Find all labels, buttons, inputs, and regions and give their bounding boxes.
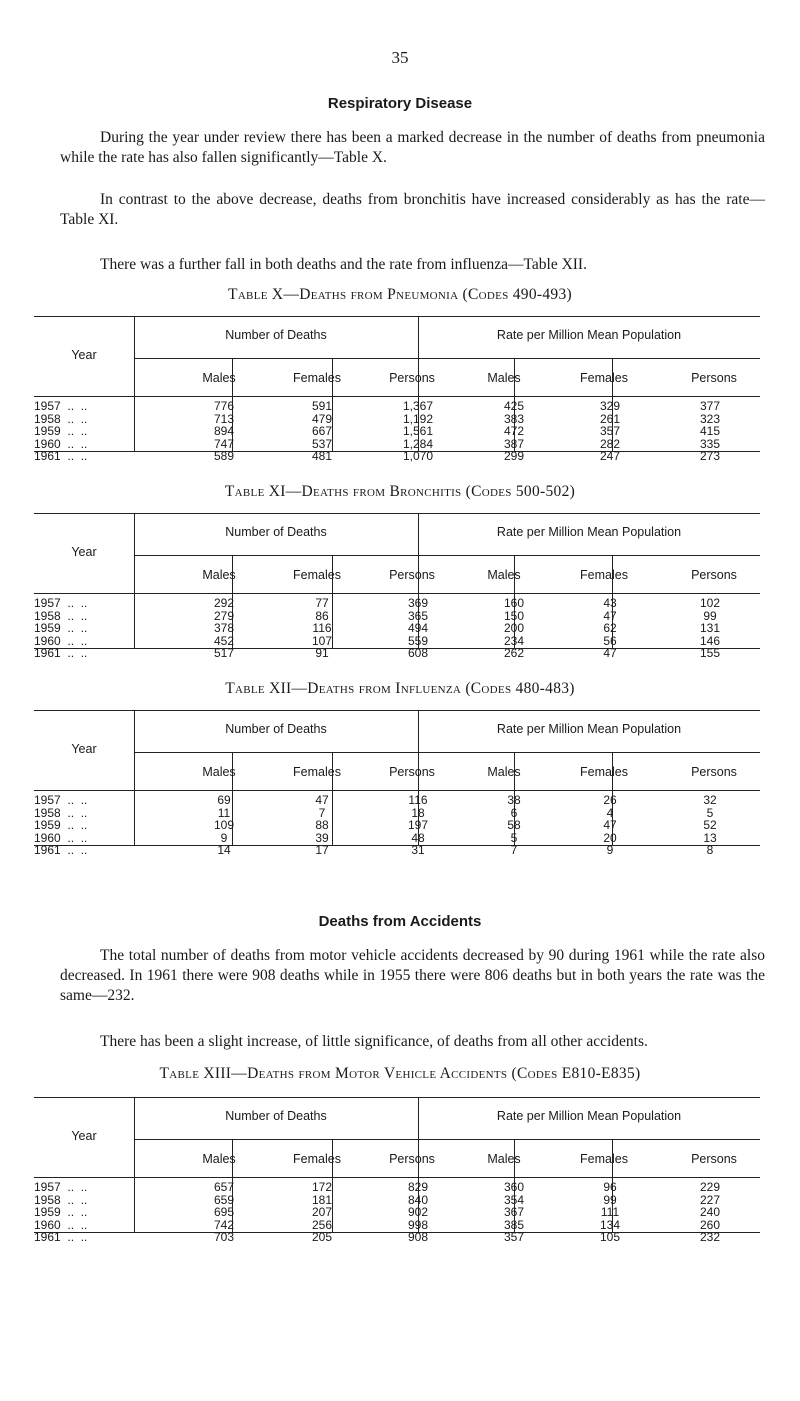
group-header-rate: Rate per Million Mean Population	[496, 722, 682, 736]
leader-dots: .. ..	[60, 608, 88, 623]
table-row	[34, 621, 760, 634]
leader-dots: .. ..	[60, 633, 88, 648]
year-value: 1959	[34, 424, 61, 438]
cell-np: 902	[407, 1205, 429, 1219]
cell-nf: 116	[312, 621, 332, 635]
leader-dots: .. ..	[60, 424, 88, 438]
cell-nf: 86	[315, 608, 329, 623]
table-rule	[34, 1097, 760, 1098]
year-value: 1961	[34, 843, 61, 857]
cell-nf: 172	[311, 1180, 333, 1194]
leader-dots: .. ..	[60, 830, 88, 845]
cell-rm: 367	[503, 1205, 525, 1219]
column-header-persons: Persons	[691, 371, 737, 385]
leader-dots: .. ..	[60, 805, 88, 820]
cell-nm: 747	[213, 436, 235, 451]
table-row	[34, 1193, 760, 1206]
cell-rp: 155	[699, 646, 721, 660]
cell-rm: 6	[510, 805, 518, 820]
table-rule	[34, 1177, 760, 1178]
cell-nm: 589	[213, 449, 235, 463]
cell-rp: 232	[699, 1230, 721, 1244]
cell-nm: 9	[220, 830, 228, 845]
table-caption: Table XI—Deaths from Bronchitis (Codes 500-502)	[224, 483, 576, 500]
cell-nm: 378	[213, 621, 235, 635]
leader-dots: .. ..	[60, 1217, 88, 1232]
cell-rf: 282	[599, 436, 621, 451]
year-cell	[34, 1230, 124, 1244]
year-cell	[34, 843, 124, 857]
paragraph: There was a further fall in both deaths and the rate from influenza—Table XII.	[100, 256, 587, 273]
cell-nm: 292	[213, 596, 235, 610]
column-header-persons: Persons	[691, 568, 737, 582]
year-value: 1961	[34, 646, 61, 660]
cell-nm: 279	[213, 608, 235, 623]
cell-np: 840	[407, 1192, 429, 1207]
column-header-males: Males	[202, 568, 236, 582]
year-value: 1959	[34, 818, 61, 832]
column-header-year: Year	[71, 1129, 97, 1143]
cell-rm: 360	[503, 1180, 525, 1194]
column-header-males: Males	[202, 765, 236, 779]
cell-rf: 105	[599, 1230, 621, 1244]
cell-nf: 205	[311, 1230, 333, 1244]
cell-rf: 261	[599, 411, 621, 426]
cell-rp: 415	[699, 424, 721, 438]
cell-rf: 4	[606, 805, 614, 820]
cell-np: 829	[407, 1180, 429, 1194]
cell-nm: 703	[213, 1230, 235, 1244]
cell-rf: 247	[599, 449, 621, 463]
leader-dots: .. ..	[60, 449, 88, 463]
cell-rf: 47	[603, 608, 617, 623]
cell-rf: 9	[606, 843, 614, 857]
table-row	[34, 609, 760, 622]
cell-rm: 472	[503, 424, 525, 438]
group-header-rate: Rate per Million Mean Population	[496, 328, 682, 342]
cell-nm: 659	[213, 1192, 235, 1207]
table-row	[34, 634, 760, 647]
leader-dots: .. ..	[60, 436, 88, 451]
year-cell	[34, 449, 124, 463]
table-row	[34, 1218, 760, 1231]
data-table	[34, 513, 760, 660]
leader-dots: .. ..	[60, 646, 88, 660]
year-value: 1958	[34, 805, 61, 820]
cell-rm: 7	[510, 843, 518, 857]
cell-rm: 387	[503, 436, 525, 451]
cell-rm: 354	[503, 1192, 525, 1207]
cell-rp: 146	[699, 633, 721, 648]
cell-nf: 256	[311, 1217, 333, 1232]
cell-np: 369	[407, 596, 429, 610]
table-caption: Table X—Deaths from Pneumonia (Codes 490-493)	[228, 286, 572, 303]
cell-nf: 537	[311, 436, 333, 451]
column-header-persons: Persons	[389, 371, 435, 385]
leader-dots: .. ..	[60, 399, 88, 413]
cell-rp: 260	[699, 1217, 721, 1232]
column-header-males: Males	[202, 371, 236, 385]
table-row	[34, 843, 760, 856]
group-header-number-of-deaths: Number of Deaths	[225, 328, 327, 342]
cell-rp: 102	[699, 596, 721, 610]
cell-nf: 591	[311, 399, 333, 413]
table-row	[34, 424, 760, 437]
cell-np: 1,192	[402, 411, 434, 426]
cell-rf: 56	[603, 633, 617, 648]
table-row	[34, 1180, 760, 1193]
table-row	[34, 1205, 760, 1218]
table-row	[34, 1230, 760, 1243]
year-value: 1960	[34, 1217, 61, 1232]
data-table	[34, 316, 760, 463]
cell-np: 197	[407, 818, 429, 832]
cell-nm: 713	[213, 411, 235, 426]
cell-np: 1,367	[402, 399, 434, 413]
cell-nf: 181	[311, 1192, 333, 1207]
cell-rp: 229	[699, 1180, 721, 1194]
table-rule	[134, 1139, 760, 1140]
column-header-persons: Persons	[691, 1152, 737, 1166]
cell-rp: 131	[699, 621, 721, 635]
table-row	[34, 646, 760, 659]
cell-nf: 39	[315, 830, 329, 845]
page-number: 35	[391, 48, 409, 67]
table-rule	[34, 710, 760, 711]
column-header-females: Females	[580, 1152, 628, 1166]
cell-rm: 385	[503, 1217, 525, 1232]
table-rule	[34, 396, 760, 397]
table-row	[34, 806, 760, 819]
leader-dots: .. ..	[60, 1192, 88, 1207]
cell-np: 1,284	[402, 436, 434, 451]
year-value: 1957	[34, 399, 61, 413]
cell-rm: 200	[503, 621, 525, 635]
cell-rf: 329	[599, 399, 621, 413]
paragraph: During the year under review there has been a marked decrease in the number of deaths from pneumonia while the rate has also fallen significantly—Table X.	[60, 129, 765, 166]
cell-nf: 7	[318, 805, 326, 820]
cell-nf: 207	[311, 1205, 333, 1219]
year-value: 1958	[34, 1192, 61, 1207]
table-rule	[134, 752, 760, 753]
cell-nm: 14	[217, 843, 231, 857]
column-header-year: Year	[71, 348, 97, 362]
year-value: 1959	[34, 1205, 61, 1219]
cell-rp: 377	[699, 399, 721, 413]
column-header-males: Males	[487, 371, 521, 385]
cell-np: 494	[407, 621, 429, 635]
cell-np: 48	[411, 830, 425, 845]
section-heading-accidents: Deaths from Accidents	[318, 913, 482, 930]
cell-rm: 383	[503, 411, 525, 426]
column-header-females: Females	[293, 1152, 341, 1166]
table-rule	[34, 513, 760, 514]
cell-rm: 150	[503, 608, 525, 623]
cell-nf: 667	[311, 424, 333, 438]
cell-np: 1,561	[402, 424, 434, 438]
column-header-males: Males	[487, 1152, 521, 1166]
group-header-rate: Rate per Million Mean Population	[496, 525, 682, 539]
cell-rm: 357	[503, 1230, 525, 1244]
leader-dots: .. ..	[60, 793, 88, 807]
table-caption: Table XII—Deaths from Influenza (Codes 480-483)	[225, 680, 575, 697]
cell-rm: 5	[510, 830, 518, 845]
cell-rm: 38	[507, 793, 521, 807]
year-value: 1960	[34, 436, 61, 451]
year-value: 1957	[34, 1180, 61, 1194]
cell-nm: 695	[213, 1205, 235, 1219]
paragraph: The total number of deaths from motor vehicle accidents decreased by 90 during 1961 while the rate also decreased. In 1961 there were 908 deaths while in 1955 there were 806 deaths but in both years the rate was the same—232.	[60, 947, 765, 1004]
column-header-males: Males	[202, 1152, 236, 1166]
cell-np: 18	[411, 805, 425, 820]
table-rule	[34, 593, 760, 594]
cell-rp: 227	[699, 1192, 721, 1207]
cell-np: 908	[407, 1230, 429, 1244]
cell-rf: 43	[603, 596, 617, 610]
cell-rf: 47	[603, 646, 617, 660]
column-header-males: Males	[487, 765, 521, 779]
cell-rm: 234	[503, 633, 525, 648]
cell-rp: 32	[703, 793, 717, 807]
column-header-males: Males	[487, 568, 521, 582]
cell-rf: 47	[603, 818, 617, 832]
leader-dots: .. ..	[60, 411, 88, 426]
group-header-number-of-deaths: Number of Deaths	[225, 525, 327, 539]
cell-nf: 17	[315, 843, 329, 857]
table-row	[34, 596, 760, 609]
cell-rf: 134	[599, 1217, 621, 1232]
year-value: 1959	[34, 621, 61, 635]
cell-nm: 742	[213, 1217, 235, 1232]
leader-dots: .. ..	[60, 1180, 88, 1194]
cell-np: 31	[411, 843, 425, 857]
paragraph: In contrast to the above decrease, deaths from bronchitis have increased considerably as has the rate—Table XI.	[60, 191, 765, 228]
cell-rp: 273	[699, 449, 721, 463]
table-rule	[34, 790, 760, 791]
group-header-number-of-deaths: Number of Deaths	[225, 1109, 327, 1123]
cell-np: 365	[407, 608, 429, 623]
cell-np: 608	[407, 646, 429, 660]
column-header-year: Year	[71, 742, 97, 756]
cell-nm: 517	[213, 646, 235, 660]
year-value: 1961	[34, 449, 61, 463]
cell-rp: 99	[703, 608, 717, 623]
table-row	[34, 793, 760, 806]
column-header-females: Females	[293, 568, 341, 582]
leader-dots: .. ..	[60, 1205, 88, 1219]
table-row	[34, 831, 760, 844]
column-header-females: Females	[580, 568, 628, 582]
column-header-persons: Persons	[691, 765, 737, 779]
cell-nm: 109	[213, 818, 235, 832]
column-header-females: Females	[293, 371, 341, 385]
cell-rp: 52	[703, 818, 717, 832]
column-header-year: Year	[71, 545, 97, 559]
cell-rf: 26	[603, 793, 617, 807]
year-value: 1960	[34, 633, 61, 648]
cell-rf: 96	[603, 1180, 617, 1194]
cell-nm: 776	[213, 399, 235, 413]
cell-np: 116	[408, 793, 428, 807]
leader-dots: .. ..	[60, 621, 88, 635]
table-row	[34, 399, 760, 412]
table-caption: Table XIII—Deaths from Motor Vehicle Accidents (Codes E810-E835)	[159, 1065, 641, 1082]
cell-rm: 425	[503, 399, 525, 413]
cell-np: 998	[407, 1217, 429, 1232]
cell-np: 1,070	[402, 449, 434, 463]
cell-nf: 481	[311, 449, 333, 463]
cell-nf: 88	[315, 818, 329, 832]
group-header-number-of-deaths: Number of Deaths	[225, 722, 327, 736]
cell-rp: 13	[703, 830, 717, 845]
data-table	[34, 1097, 760, 1244]
cell-nf: 107	[311, 633, 333, 648]
year-value: 1961	[34, 1230, 61, 1244]
cell-rp: 335	[699, 436, 721, 451]
cell-rp: 5	[706, 805, 714, 820]
column-header-females: Females	[580, 371, 628, 385]
leader-dots: .. ..	[60, 1230, 88, 1244]
year-value: 1957	[34, 596, 61, 610]
year-value: 1957	[34, 793, 61, 807]
cell-rf: 20	[603, 830, 617, 845]
cell-np: 559	[407, 633, 429, 648]
cell-nf: 479	[311, 411, 333, 426]
table-row	[34, 412, 760, 425]
cell-nm: 894	[213, 424, 235, 438]
column-header-females: Females	[293, 765, 341, 779]
cell-rf: 62	[603, 621, 617, 635]
cell-rp: 8	[706, 843, 714, 857]
leader-dots: .. ..	[60, 843, 88, 857]
leader-dots: .. ..	[60, 818, 88, 832]
cell-nm: 69	[217, 793, 231, 807]
year-value: 1960	[34, 830, 61, 845]
cell-nf: 47	[315, 793, 329, 807]
cell-nm: 657	[213, 1180, 235, 1194]
table-rule	[34, 316, 760, 317]
cell-rf: 99	[603, 1192, 617, 1207]
cell-rm: 299	[503, 449, 525, 463]
cell-rp: 240	[699, 1205, 721, 1219]
leader-dots: .. ..	[60, 596, 88, 610]
cell-nf: 77	[315, 596, 329, 610]
year-value: 1958	[34, 411, 61, 426]
column-header-persons: Persons	[389, 1152, 435, 1166]
table-row	[34, 437, 760, 450]
cell-nm: 11	[217, 805, 231, 820]
cell-nf: 91	[315, 646, 329, 660]
cell-rm: 160	[503, 596, 525, 610]
year-cell	[34, 646, 124, 660]
table-rule	[134, 555, 760, 556]
column-header-females: Females	[580, 765, 628, 779]
cell-rp: 323	[699, 411, 721, 426]
column-header-persons: Persons	[389, 568, 435, 582]
cell-rm: 58	[507, 818, 521, 832]
section-heading-respiratory: Respiratory Disease	[327, 95, 473, 112]
cell-nm: 452	[213, 633, 235, 648]
column-header-persons: Persons	[389, 765, 435, 779]
year-value: 1958	[34, 608, 61, 623]
group-header-rate: Rate per Million Mean Population	[496, 1109, 682, 1123]
cell-rm: 262	[503, 646, 525, 660]
cell-rf: 357	[599, 424, 621, 438]
cell-rf: 111	[600, 1205, 620, 1219]
table-row	[34, 449, 760, 462]
table-rule	[134, 358, 760, 359]
data-table	[34, 710, 760, 857]
table-row	[34, 818, 760, 831]
paragraph: There has been a slight increase, of little significance, of deaths from all other accidents.	[100, 1033, 648, 1050]
